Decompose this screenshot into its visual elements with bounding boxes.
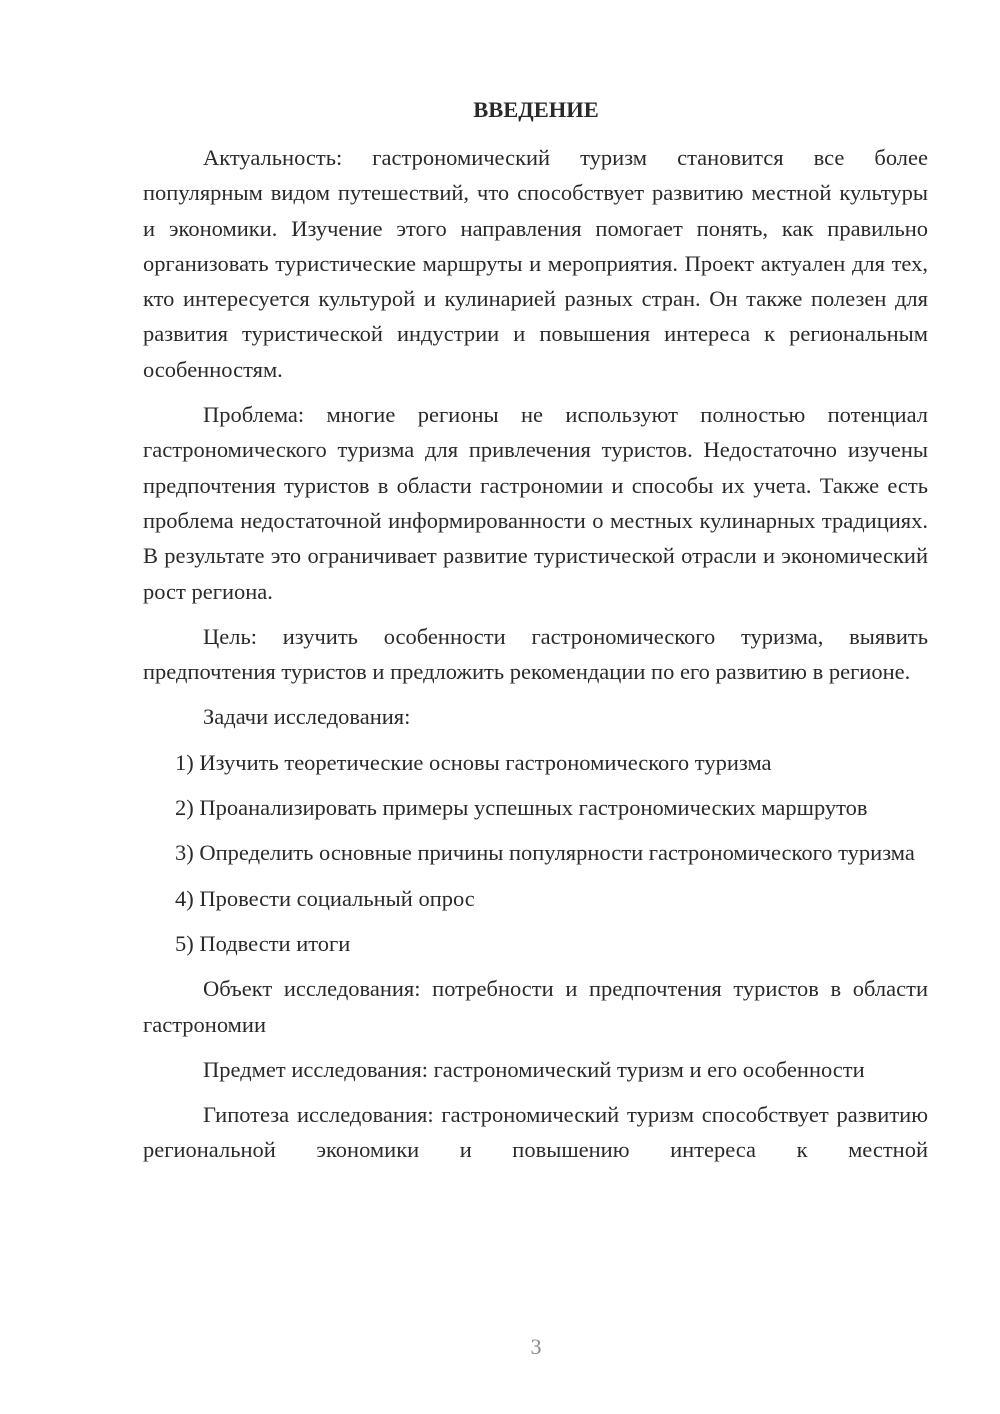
task-item-3: 3) Определить основные причины популярности гастрономического туризма xyxy=(175,840,915,866)
hypothesis-paragraph: Гипотеза исследования: гастрономический туризм способствует развитию региональной экономики и повышению интереса к местной xyxy=(143,1102,928,1163)
problem-paragraph: Проблема: многие регионы не используют полностью потенциал гастрономического туризма для привлечения туристов. Недостаточно изучены предпочтения туристов в области гастрономии и способы их учета. Также есть проблема недостаточной информированности о местных кулинарных традициях. В результате это ограничивает развитие туристической отрасли и экономический рост региона. xyxy=(143,402,928,604)
goal-paragraph: Цель: изучить особенности гастрономического туризма, выявить предпочтения туристов и предложить рекомендации по его развитию в регионе. xyxy=(143,623,928,685)
subject-paragraph: Предмет исследования: гастрономический туризм и его особенности xyxy=(203,1056,865,1082)
task-item-2: 2) Проанализировать примеры успешных гастрономических маршрутов xyxy=(175,795,868,821)
task-item-1: 1) Изучить теоретические основы гастрономического туризма xyxy=(175,749,772,775)
page-heading: ВВЕДЕНИЕ xyxy=(473,97,599,122)
task-item-5: 5) Подвести итоги xyxy=(175,930,351,956)
object-paragraph: Объект исследования: потребности и предпочтения туристов в области гастрономии xyxy=(143,976,928,1037)
relevance-paragraph: Актуальность: гастрономический туризм становится все более популярным видом путешествий, что способствует развитию местной культуры и экономики. Изучение этого направления помогает понять, как правильно организовать туристические маршруты и мероприятия. Проект актуален для тех, кто интересуется культурой и кулинарией разных стран. Он также полезен для развития туристической индустрии и повышения интереса к региональным особенностям. xyxy=(143,145,928,382)
page-number: 3 xyxy=(530,1334,542,1359)
document-body xyxy=(143,140,928,1178)
task-item-4: 4) Провести социальный опрос xyxy=(175,885,475,911)
tasks-title: Задачи исследования: xyxy=(203,704,411,730)
